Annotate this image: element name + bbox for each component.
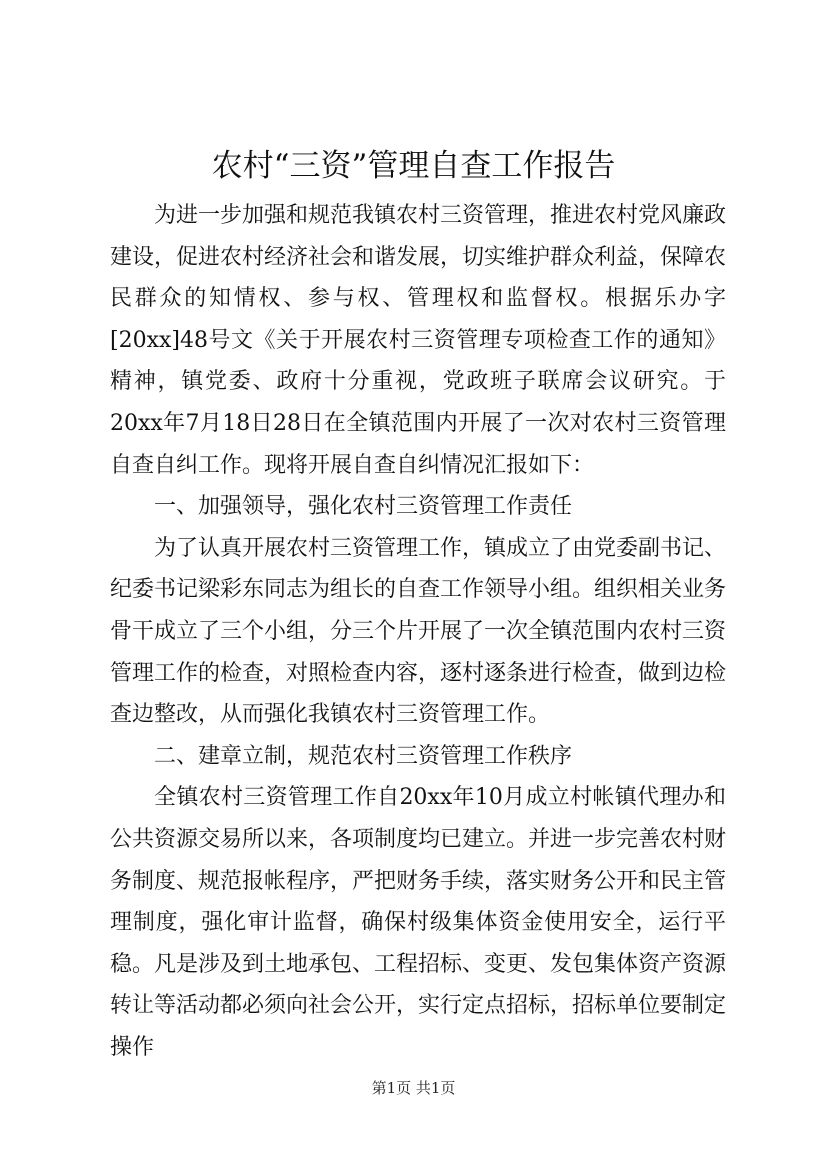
page-number-footer: 第1页 共1页 bbox=[371, 1079, 456, 1097]
document-body bbox=[110, 195, 726, 1068]
paragraph-section-1: 为了认真开展农村三资管理工作，镇成立了由党委副书记、纪委书记梁彩东同志为组长的自查工作领导小组。组织相关业务骨干成立了三个小组，分三个片开展了一次全镇范围内农村三资管理工作的检查，对照检查内容，逐村逐条进行检查，做到边检查边整改，从而强化我镇农村三资管理工作。 bbox=[110, 535, 727, 728]
section-heading-1: 一、加强领导，强化农村三资管理工作责任 bbox=[154, 494, 573, 520]
section-heading-2: 二、建章立制，规范农村三资管理工作秩序 bbox=[154, 743, 573, 769]
paragraph-intro: 为进一步加强和规范我镇农村三资管理，推进农村党风廉政建设，促进农村经济社会和谐发展，切实维护群众利益，保障农民群众的知情权、参与权、管理权和监督权。根据乐办字[20xx]48号文《关于开展农村三资管理专项检查工作的通知》精神，镇党委、政府十分重视，党政班子联席会议研究。于20xx年7月18日28日在全镇范围内开展了一次对农村三资管理自查自纠工作。现将开展自查自纠情况汇报如下： bbox=[110, 203, 727, 478]
document-title: 农村“三资”管理自查工作报告 bbox=[211, 148, 616, 184]
paragraph-section-2: 全镇农村三资管理工作自20xx年10月成立村帐镇代理办和公共资源交易所以来，各项制度均已建立。并进一步完善农村财务制度、规范报帐程序，严把财务手续，落实财务公开和民主管理制度，强化审计监督，确保村级集体资金使用安全，运行平稳。凡是涉及到土地承包、工程招标、变更、发包集体资产资源转让等活动都必须向社会公开，实行定点招标，招标单位要制定操作 bbox=[110, 785, 727, 1060]
